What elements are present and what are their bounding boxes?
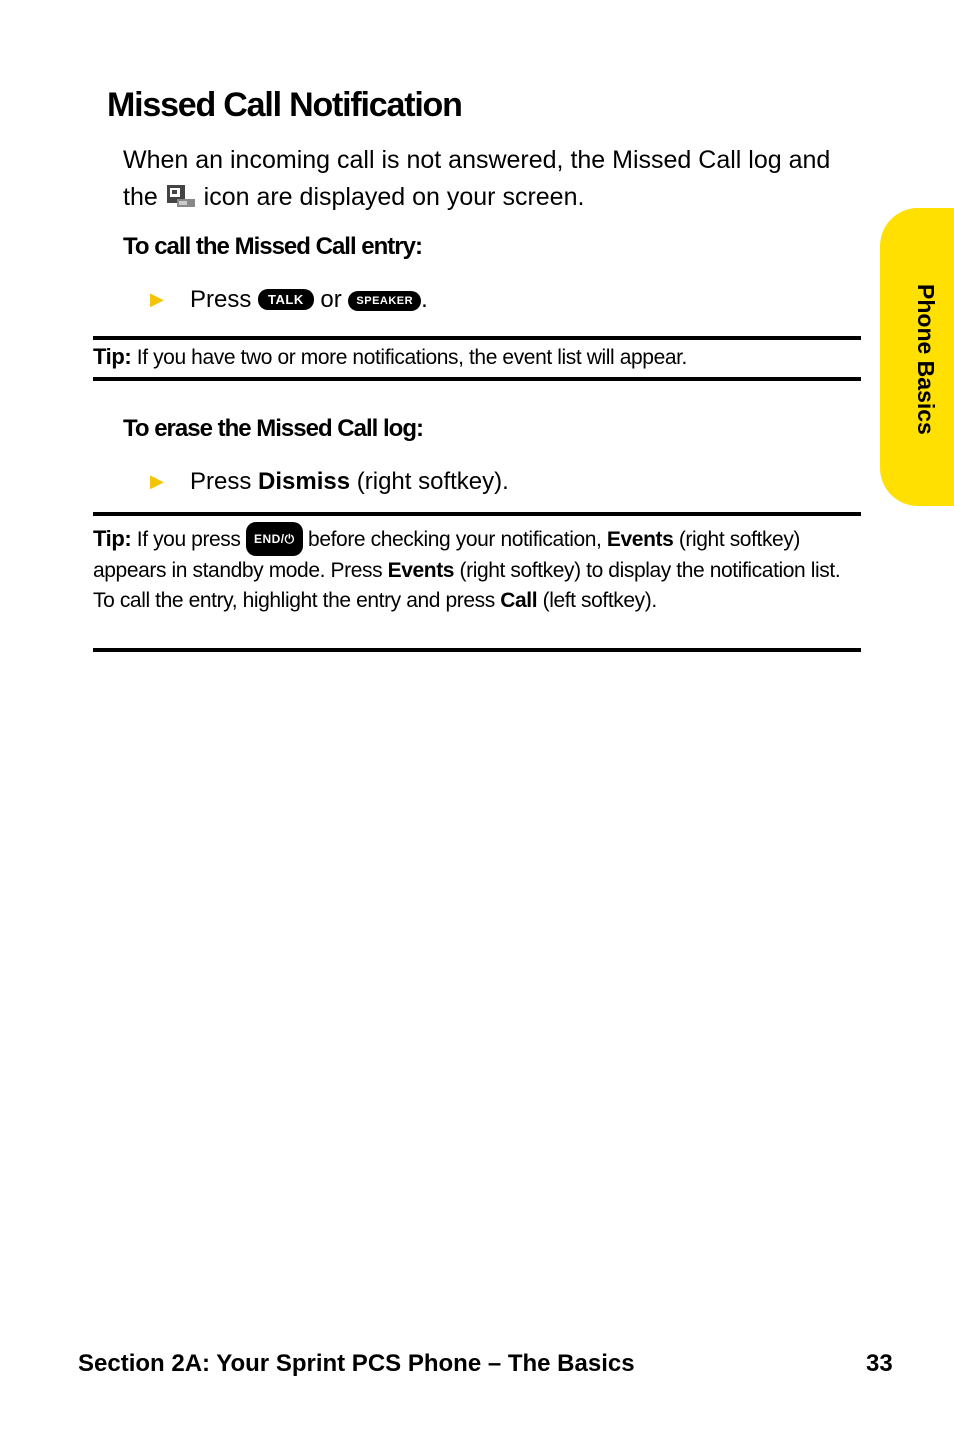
- triangle-right-icon: ▶: [150, 289, 164, 309]
- triangle-right-icon: ▶: [150, 471, 164, 491]
- talk-key: TALK: [258, 289, 314, 310]
- tip1-label: Tip:: [93, 344, 132, 369]
- call-entry-heading: To call the Missed Call entry:: [123, 233, 422, 260]
- tip2-text-5: (left softkey).: [537, 589, 657, 612]
- page-title: Missed Call Notification: [107, 86, 462, 124]
- intro-text-1: When an incoming call is not answered, the Missed Call log and the: [123, 146, 831, 211]
- press-text: Press: [190, 468, 259, 495]
- erase-step: [150, 468, 509, 496]
- intro-paragraph: [123, 142, 843, 216]
- events-softkey: Events: [606, 528, 674, 551]
- tip1-text: If you have two or more notifications, the event list will appear.: [131, 346, 687, 369]
- dismiss-softkey: Dismiss: [258, 468, 351, 495]
- call-step: [150, 286, 428, 314]
- tip2-top-rule: [93, 512, 861, 516]
- tip2-text-4: (right softkey) to display the notification list. To call the entry, highlight the entry and press: [93, 559, 841, 612]
- erase-after-text: (right softkey).: [350, 468, 509, 495]
- tip1-bottom-rule: [93, 377, 861, 381]
- tip2: [93, 522, 861, 616]
- missed-call-icon: [165, 183, 197, 211]
- side-tab-label: Phone Basics: [913, 284, 939, 435]
- tip2-bottom-rule: [93, 648, 861, 652]
- intro-text-2: icon are displayed on your screen.: [196, 183, 585, 211]
- tip1: [93, 342, 861, 373]
- period-text: .: [421, 286, 428, 313]
- footer-section: Section 2A: Your Sprint PCS Phone – The Basics: [78, 1350, 635, 1377]
- tip2-text-3: (right softkey) appears in standby mode. Press: [93, 528, 801, 582]
- speaker-key: SPEAKER: [348, 291, 421, 311]
- tip1-top-rule: [93, 336, 861, 340]
- erase-heading: To erase the Missed Call log:: [123, 415, 423, 442]
- events-softkey-2: Events: [387, 559, 455, 582]
- tip2-text-2: before checking your notification,: [302, 528, 607, 551]
- page-number: 33: [866, 1350, 893, 1377]
- tip2-text-1: If you press: [131, 528, 246, 551]
- call-softkey: Call: [500, 589, 538, 612]
- tip2-label: Tip:: [93, 526, 132, 551]
- end-key: END/⏻: [246, 522, 303, 556]
- or-text: or: [313, 286, 349, 313]
- press-text: Press: [190, 286, 259, 313]
